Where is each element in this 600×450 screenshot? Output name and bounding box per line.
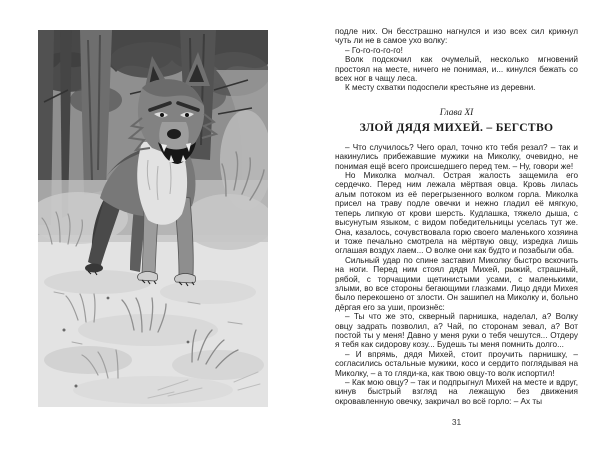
wolf-illustration-svg: [38, 30, 268, 407]
paragraphs-after-chapter: [335, 143, 578, 406]
paragraph: Сильный удар по спине заставил Миколку быстро вскочить на ноги. Перед ним стоял дядя Михей, рыжий, страшный, рябой, с торчащими щетинистыми усами, с маленькими, злыми, во все стороны бегающими глазками. Лицо дяди Михея было перекошено от злости. Он зашипел на Миколку и, больно дёргая его за уши, произнёс:: [335, 255, 578, 312]
paragraph: – И впрямь, дядя Михей, стоит проучить парнишку, – согласились остальные мужики, косо и сердито поглядывая на Миколку, – а то гляди-ка, как твою овцу-то волк испортил!: [335, 349, 578, 378]
paragraph: – Ты что же это, скверный парнишка, наделал, а? Волку овцу задрать позволил, а? Чай, по сторонам зевал, а? Вот постой ты у меня! Давно у меня руки о тебя чешутся... Отдеру я тебя как сидорову козу... Будешь ты меня помнить долго...: [335, 312, 578, 350]
wolf-illustration: [38, 30, 268, 407]
page-number: 31: [451, 417, 462, 427]
paragraph: К месту схватки подоспели крестьяне из деревни.: [345, 83, 536, 93]
page-text-column: [335, 27, 578, 406]
paragraph: Но Миколка молчал. Острая жалость защемила его сердечко. Перед ним лежала мёртвая овца. Кровь лилась алым потоком из её перегрызенного волком горла. Миколка присел на траву подле овечки и нежно гладил её мягкую, теперь липкую от крови шерсть. Кудлашка, тяжело дыша, с высунутым языком, с видом победительницы уселась тут же. Она, казалось, сочувствовала горю своего маленького хозяина и тоже печально смотрела на мёртвую овцу, изредка лишь оглашая воздух лаем... О волке они как будто и позабыли оба.: [335, 171, 578, 256]
paragraphs-before-chapter: [335, 27, 578, 93]
paragraph: – Го-го-го-го-го!: [345, 45, 403, 55]
paragraph: подле них. Он бесстрашно нагнулся и изо всех сил крикнул чуть ли не в самое ухо волку:: [335, 27, 578, 46]
paragraph: – Что случилось? Чего орал, точно кто тебя резал? – так и накинулись прибежавшие мужики на Миколку, очевидно, не понимая ещё всего происшедшего перед тем. – Ну, говори же!: [335, 142, 578, 171]
paragraph: Волк подскочил как очумелый, несколько мгновений простоял на месте, ничего не понимая, и... кинулся бежать со всех ног в чащу леса.: [335, 55, 578, 84]
paragraph: – Как мою овцу? – так и подпрыгнул Михей на месте и вдруг, кинув быстрый взгляд на лежащую без движения окровавленную овечку, закричал во всё горло: – Ах ты: [335, 378, 578, 406]
chapter-heading: [335, 108, 578, 135]
chapter-label: Глава XI: [439, 107, 474, 118]
chapter-title: ЗЛОЙ ДЯДЯ МИХЕЙ. – БЕГСТВО: [359, 120, 554, 134]
